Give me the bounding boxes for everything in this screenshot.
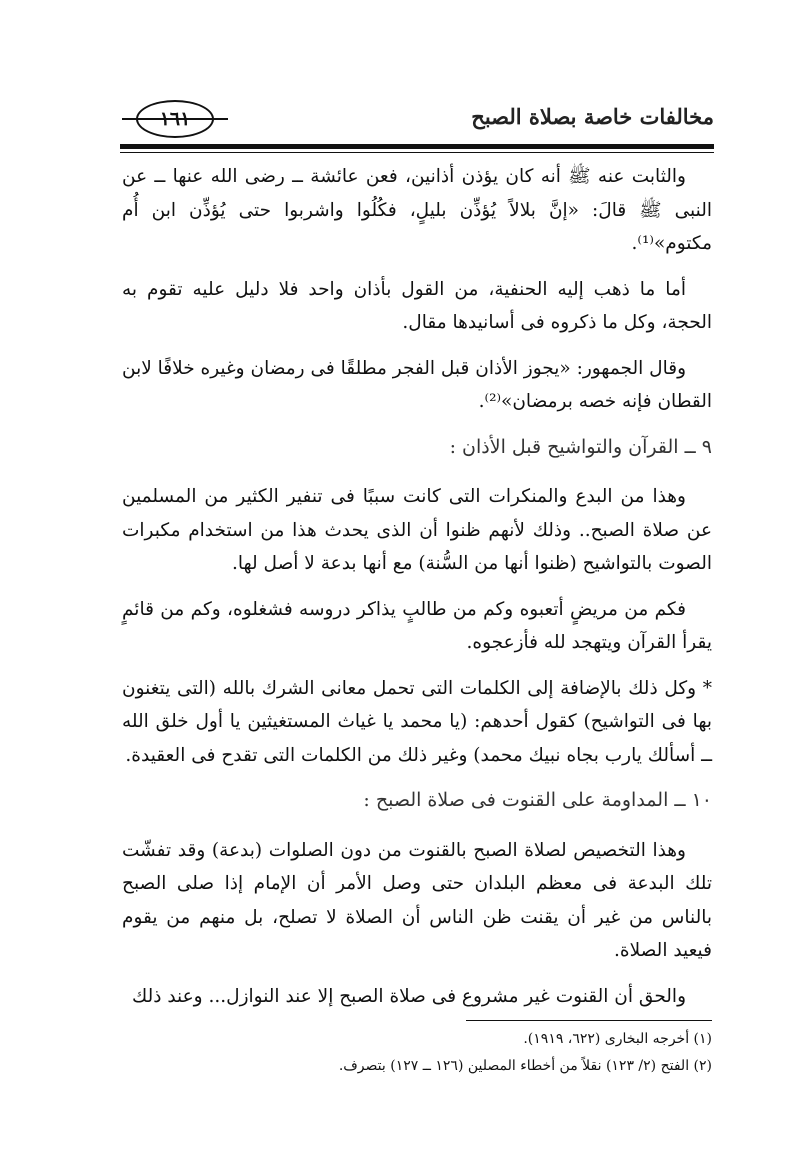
footnote-2: (٢) الفتح (٢/ ١٢٣) نقلاً من أخطاء المصلين (١٢٦ ــ ١٢٧) بتصرف. xyxy=(338,1058,712,1074)
paragraph-adhan-twice: والثابت عنه ﷺ أنه كان يؤذن أذانين، فعن عائشة ــ رضى الله عنها ــ عن النبى ﷺ قالَ: «إنَّ بلالاً يُؤذِّن بليلٍ، فكُلُوا واشربوا حتى يُؤذِّن ابن أُم مكتوم»⁽¹⁾. xyxy=(122,166,712,254)
footnotes xyxy=(122,1026,712,1080)
paragraph-qunut-innovation: وهذا التخصيص لصلاة الصبح بالقنوت من دون الصلوات (بدعة) وقد تفشّت تلك البدعة فى معظم البلدان حتى وصل الأمر أن الإمام إذا صلى الصبح بالناس من غير أن يقنت ظن الناس أن الصلاة لا تصلح، بل منهم من يقوم فيعيد الصلاة. xyxy=(122,839,712,961)
section-heading-9: ٩ ــ القرآن والتواشيح قبل الأذان : xyxy=(449,435,712,458)
section-heading-10: ١٠ ــ المداومة على القنوت فى صلاة الصبح : xyxy=(363,789,712,811)
paragraph-innovations: وهذا من البدع والمنكرات التى كانت سببًا فى تنفير الكثير من المسلمين عن صلاة الصبح.. وذلك لأنهم ظنوا أن الذى يحدث هذا من استخدام مكبرات الصوت بالتواشيح (ظنوا أنها من السُّنة) مع أنها بدعة لا أصل لها. xyxy=(122,486,712,574)
footnote-separator xyxy=(466,1020,712,1021)
paragraph-majority-view: وقال الجمهور: «يجوز الأذان قبل الفجر مطلقًا فى رمضان وغيره خلافًا لابن القطان فإنه خصه برمضان»⁽²⁾. xyxy=(122,357,712,412)
page-number-badge: ١٦١ xyxy=(136,100,214,138)
paragraph-note-shirk: * وكل ذلك بالإضافة إلى الكلمات التى تحمل معانى الشرك بالله (التى يتغنون بها فى التواشيح) كقول أحدهم: (يا محمد يا غياث المستغيثين يا أول خلق الله ــ أسألك يارب بجاه نبيك محمد) وغير ذلك من الكلمات التى تقدح فى العقيدة. xyxy=(122,677,712,766)
main-text xyxy=(122,160,712,1025)
paragraph-disturbance: فكم من مريضٍ أتعبوه وكم من طالبٍ يذاكر دروسه فشغلوه، وكم من قائمٍ يقرأ القرآن ويتهجد لله فأزعجوه. xyxy=(122,598,712,653)
footnote-1: (١) أخرجه البخارى (٦٢٢، ١٩١٩). xyxy=(523,1031,712,1047)
paragraph-hanafi-view: أما ما ذهب إليه الحنفية، من القول بأذان واحد فلا دليل عليه تقوم به الحجة، وكل ما ذكروه فى أسانيدها مقال. xyxy=(122,278,712,333)
running-title: مخالفات خاصة بصلاة الصبح xyxy=(471,104,714,129)
page-header xyxy=(120,100,714,148)
paragraph-qunut-truth: والحق أن القنوت غير مشروع فى صلاة الصبح إلا عند النوازل... وعند ذلك xyxy=(132,985,686,1007)
header-rule-thick xyxy=(120,144,714,149)
header-rule-thin xyxy=(120,152,714,153)
